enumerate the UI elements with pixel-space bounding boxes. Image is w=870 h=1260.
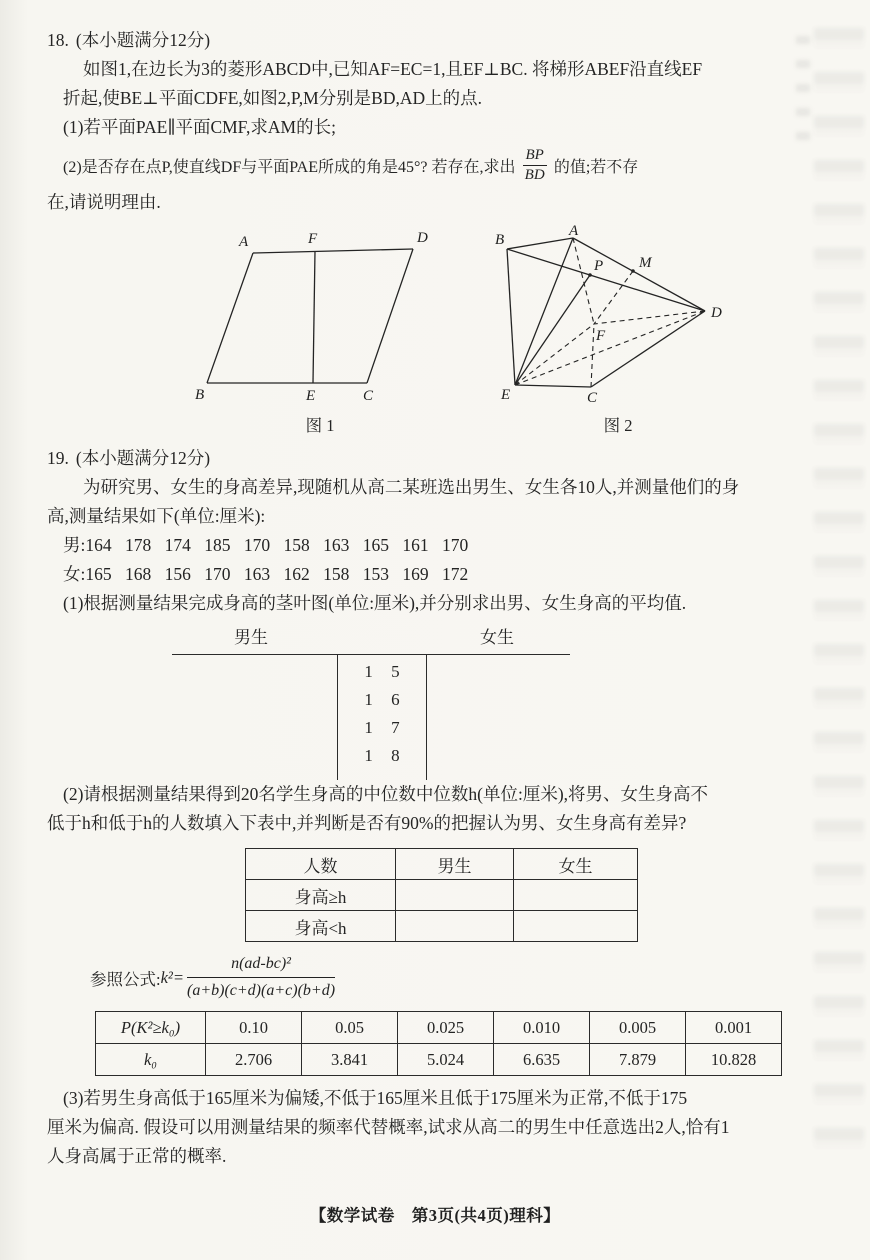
vertex-label-B: B bbox=[195, 387, 205, 403]
q19-part1-line: (1)根据测量结果完成身高的茎叶图(单位:厘米),并分别求出男、女生身高的平均值. bbox=[63, 593, 687, 613]
point-P-dot bbox=[588, 273, 592, 277]
stem-15: 1 5 bbox=[364, 662, 400, 681]
count-table-header-boys: 男生 bbox=[396, 849, 514, 880]
q19-part2-line-b: 低于h和低于h的人数填入下表中,并判断是否有90%的把握认为男、女生身高有差异? bbox=[47, 813, 687, 833]
table-cell: 10.828 bbox=[686, 1044, 782, 1076]
q18-line-5: 在,请说明理由. bbox=[47, 192, 161, 212]
table-cell: 0.010 bbox=[494, 1012, 590, 1044]
question-18 bbox=[47, 26, 810, 436]
q19-heading bbox=[47, 444, 810, 473]
stem-leaf-plot bbox=[172, 626, 570, 780]
boys-heights-row: 男:164 178 174 185 170 158 163 165 161 170 bbox=[63, 535, 469, 555]
empty-cell bbox=[514, 880, 638, 911]
formula-denominator: (a+b)(c+d)(a+c)(b+d) bbox=[187, 982, 336, 999]
figure-1 bbox=[195, 227, 445, 436]
vertex-label-D: D bbox=[417, 230, 428, 246]
formula-k-squared: k²= bbox=[160, 967, 184, 987]
vertex-label-A: A bbox=[239, 234, 249, 250]
figure-2-caption: 图 2 bbox=[603, 416, 633, 435]
figure-2 bbox=[493, 225, 743, 436]
formula-numerator: n(ad-bc)² bbox=[187, 954, 335, 978]
q18-points: (本小题满分12分) bbox=[75, 30, 211, 50]
count-table-header-row bbox=[246, 849, 638, 880]
critical-value-table bbox=[95, 1011, 782, 1076]
table-cell: 0.10 bbox=[206, 1012, 302, 1044]
empty-cell bbox=[514, 911, 638, 942]
figure-2-solid-diagram bbox=[493, 225, 743, 405]
vertex-label-A: A bbox=[569, 225, 579, 239]
table-cell: 0.005 bbox=[590, 1012, 686, 1044]
row-label-height-lt-h: 身高<h bbox=[246, 911, 396, 942]
q19-part3-line-b: 厘米为偏高. 假设可以用测量结果的频率代替概率,试求从高二的男生中任意选出2人,恰有1 bbox=[47, 1117, 730, 1137]
table-cell: 6.635 bbox=[494, 1044, 590, 1076]
table-cell: 7.879 bbox=[590, 1044, 686, 1076]
table-cell: 0.001 bbox=[686, 1012, 782, 1044]
empty-cell bbox=[396, 880, 514, 911]
table-cell: 0.05 bbox=[302, 1012, 398, 1044]
stem-leaf-girls-header: 女生 bbox=[480, 628, 514, 647]
vertex-label-D: D bbox=[711, 305, 722, 321]
page-footer: 【数学试卷 第3页(共4页)理科】 bbox=[309, 1206, 561, 1225]
table-cell: 5.024 bbox=[398, 1044, 494, 1076]
q18-number: 18. bbox=[47, 30, 69, 50]
vertex-label-C: C bbox=[587, 390, 598, 405]
q18-heading bbox=[47, 26, 810, 55]
q18-part2-text-b: 的值;若不存 bbox=[553, 158, 639, 176]
table-cell: 3.841 bbox=[302, 1044, 398, 1076]
question-19 bbox=[47, 444, 810, 1171]
stem-17: 1 7 bbox=[364, 718, 400, 737]
fraction-numerator: BP bbox=[523, 147, 547, 166]
point-M-dot bbox=[631, 269, 635, 273]
vertex-label-E: E bbox=[306, 388, 316, 404]
count-table-header-girls: 女生 bbox=[514, 849, 638, 880]
vertex-label-P: P bbox=[594, 258, 604, 274]
q19-number: 19. bbox=[47, 448, 69, 468]
q18-part2-line bbox=[63, 142, 810, 188]
vertex-label-F: F bbox=[308, 231, 318, 247]
vertex-label-E: E bbox=[501, 387, 511, 403]
girls-heights-row: 女:165 168 156 170 163 162 158 153 169 172 bbox=[63, 564, 469, 584]
fraction-bp-bd bbox=[523, 147, 547, 184]
figure-1-caption: 图 1 bbox=[305, 416, 335, 435]
vertex-label-C: C bbox=[363, 388, 374, 404]
count-table bbox=[245, 848, 638, 942]
q18-line-2: 折起,使BE⊥平面CDFE,如图2,P,M分别是BD,AD上的点. bbox=[63, 88, 482, 108]
q19-line-1: 为研究男、女生的身高差异,现随机从高二某班选出男生、女生各10人,并测量他们的身 bbox=[83, 477, 740, 497]
cell-k0: k₀ bbox=[96, 1044, 206, 1076]
q19-line-2: 高,测量结果如下(单位:厘米): bbox=[47, 506, 266, 526]
stem-18: 1 8 bbox=[364, 746, 400, 765]
stem-leaf-boys-header: 男生 bbox=[234, 628, 268, 647]
q18-part1-line: (1)若平面PAE∥平面CMF,求AM的长; bbox=[63, 117, 336, 137]
vertex-label-F: F bbox=[596, 328, 606, 344]
table-cell: 0.025 bbox=[398, 1012, 494, 1044]
table-cell: 2.706 bbox=[206, 1044, 302, 1076]
q19-points: (本小题满分12分) bbox=[75, 448, 211, 468]
stem-leaf-headers bbox=[172, 626, 570, 655]
q18-line-1: 如图1,在边长为3的菱形ABCD中,已知AF=EC=1,且EF⊥BC. 将梯形ABEF沿直线EF bbox=[83, 59, 703, 79]
stem-16: 1 6 bbox=[364, 690, 400, 709]
figure-1-rhombus-diagram bbox=[195, 227, 445, 405]
vertex-label-M: M bbox=[639, 255, 652, 271]
q19-part3-line-c: 人身高属于正常的概率. bbox=[47, 1146, 227, 1166]
row-label-height-geq-h: 身高≥h bbox=[246, 880, 396, 911]
reference-formula bbox=[90, 954, 810, 1001]
formula-fraction bbox=[187, 954, 335, 1001]
empty-cell bbox=[396, 911, 514, 942]
q19-part3-line-a: (3)若男生身高低于165厘米为偏矮,不低于165厘米且低于175厘米为正常,不低于175 bbox=[63, 1088, 688, 1108]
vertex-label-B: B bbox=[495, 232, 505, 248]
q18-part2-text-a: (2)是否存在点P,使直线DF与平面PAE所成的角是45°? 若存在,求出 bbox=[63, 158, 516, 176]
stem-column bbox=[337, 655, 427, 780]
formula-label: 参照公式: bbox=[90, 969, 161, 989]
figures-row bbox=[195, 225, 810, 436]
solid-edges bbox=[207, 249, 413, 383]
critical-value-row bbox=[96, 1044, 782, 1076]
count-table-row-lt bbox=[246, 911, 638, 942]
count-table-header-renshu: 人数 bbox=[246, 849, 396, 880]
solid-edges bbox=[507, 238, 705, 387]
q19-part2-line-a: (2)请根据测量结果得到20名学生身高的中位数中位数h(单位:厘米),将男、女生身高不 bbox=[63, 784, 709, 804]
count-table-row-geq bbox=[246, 880, 638, 911]
fraction-denominator: BD bbox=[524, 166, 545, 183]
cell-p-k2: P(K²≥k₀) bbox=[96, 1012, 206, 1044]
critical-value-header-row bbox=[96, 1012, 782, 1044]
